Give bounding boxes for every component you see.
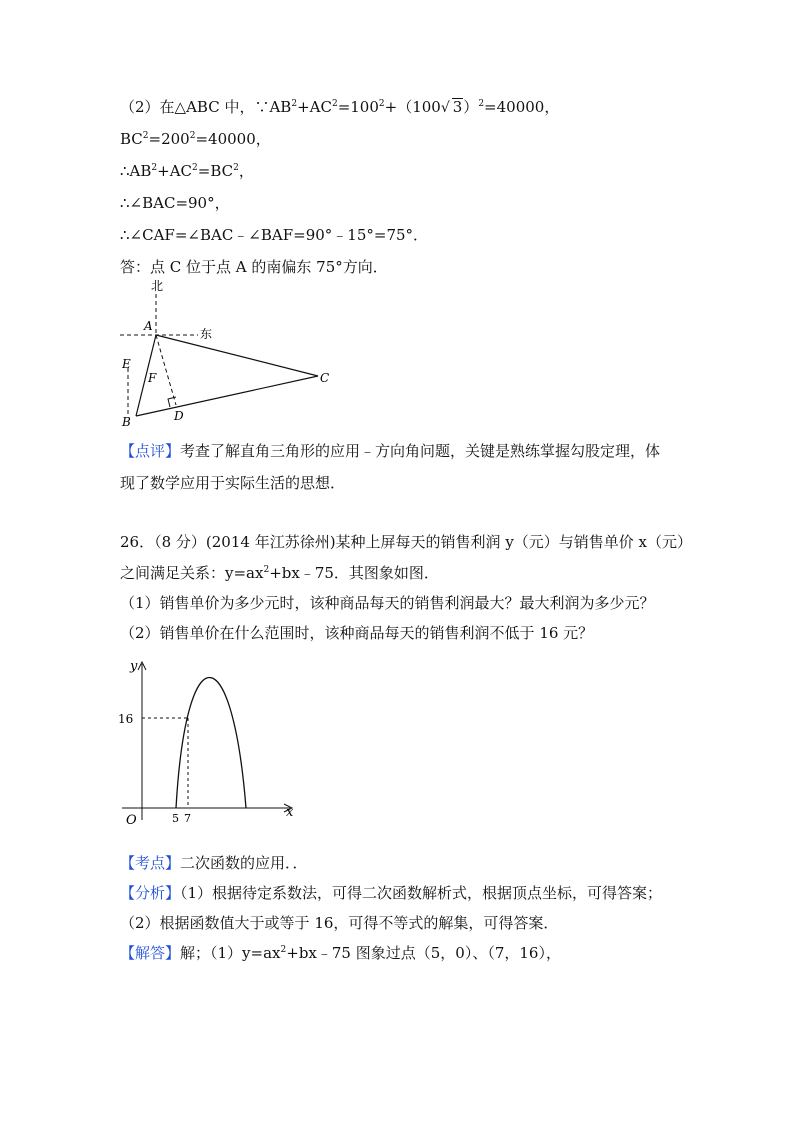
superscript: 2 [142, 131, 149, 141]
origin-label: O [126, 813, 137, 828]
jieda-tag: 【解答】 [120, 944, 181, 962]
sqrt-content: 3 [452, 98, 463, 116]
text-segment: +bx﹣75 图象过点（5，0）、（7，16）， [286, 944, 561, 962]
segment-AD [156, 335, 176, 405]
text-segment: 解；（1）y=ax [180, 944, 281, 962]
superscript: 2 [291, 99, 298, 109]
text-segment: +bx﹣75．其图象如图． [269, 564, 439, 582]
answer-line: 答：点 C 位于点 A 的南偏东 75°方向． [120, 258, 388, 276]
kaodian-text: 二次函数的应用．． [180, 854, 308, 872]
comment-tag: 【点评】 [120, 442, 181, 460]
kaodian-line [120, 852, 308, 874]
label-E: E [122, 357, 131, 371]
text-segment: =BC [197, 162, 234, 180]
y-axis-label: y [130, 659, 138, 674]
kaodian-tag: 【考点】 [120, 854, 181, 872]
tick-16: 16 [118, 712, 134, 726]
parabola-curve [176, 678, 246, 809]
superscript: 2 [478, 99, 485, 109]
tick-7: 7 [184, 812, 191, 825]
text-segment: =200 [148, 130, 190, 148]
superscript: 2 [263, 565, 270, 575]
tick-5: 5 [172, 812, 179, 825]
label-D: D [174, 409, 184, 423]
label-north: 北 [151, 280, 164, 293]
question-1: （1）销售单价为多少元时，该种商品每天的销售利润最大？最大利润为多少元？ [120, 594, 655, 612]
text-segment: +AC [297, 98, 332, 116]
superscript: 2 [280, 945, 287, 955]
superscript: 2 [378, 99, 385, 109]
sqrt-sign: √ [440, 100, 450, 116]
label-east: 东 [200, 327, 213, 341]
jieda-line [120, 942, 561, 964]
right-angle-mark [168, 397, 176, 407]
text-segment: +（100 [384, 98, 441, 116]
comment-line-1 [120, 440, 660, 462]
solution-line-5: ∴∠CAF=∠BAC﹣∠BAF=90°﹣15°=75°． [120, 226, 429, 244]
superscript: 2 [331, 99, 338, 109]
segment-BC [136, 376, 318, 416]
fenxi-line-2: （2）根据函数值大于或等于 16，可得不等式的解集，可得答案． [120, 914, 559, 932]
text-segment: 之间满足关系：y=ax [120, 564, 264, 582]
parabola-graph [112, 652, 312, 832]
superscript: 2 [233, 163, 239, 173]
text-segment: +AC [157, 162, 193, 180]
text-segment: =40000， [195, 130, 271, 148]
fenxi-text: （1）根据待定系数法，可得二次函数解析式，根据顶点坐标，可得答案； [180, 884, 663, 902]
problem-line-2 [120, 562, 439, 584]
problem-line-1: 26．（8 分）(2014 年江苏徐州)某种上屏每天的销售利润 y（元）与销售单价 x（元） [120, 533, 693, 551]
label-A: A [144, 319, 153, 333]
text-segment: BC [120, 130, 143, 148]
x-axis-label: x [286, 805, 294, 820]
label-F: F [148, 371, 157, 385]
direction-diagram [108, 280, 348, 430]
question-2: （2）销售单价在什么范围时，该种商品每天的销售利润不低于 16 元？ [120, 624, 594, 642]
solution-line-2 [120, 128, 271, 150]
text-segment: ， [238, 162, 254, 180]
text-segment: =40000， [484, 98, 560, 116]
text-segment: ∴AB [120, 162, 152, 180]
text-segment: =100 [337, 98, 379, 116]
label-B: B [122, 415, 131, 429]
text-segment: （2）在△ABC 中，∵AB [120, 98, 292, 116]
solution-line-4: ∴∠BAC=90°， [120, 194, 230, 212]
solution-line-1 [120, 96, 559, 119]
comment-line-2: 现了数学应用于实际生活的思想． [120, 474, 346, 492]
fenxi-line-1 [120, 882, 662, 904]
superscript: 2 [192, 163, 198, 173]
text-segment: ） [463, 98, 479, 116]
segment-AC [156, 335, 318, 376]
label-C: C [320, 371, 330, 385]
fenxi-tag: 【分析】 [120, 884, 181, 902]
solution-line-3 [120, 160, 254, 182]
superscript: 2 [151, 163, 158, 173]
superscript: 2 [189, 131, 196, 141]
comment-text: 考查了解直角三角形的应用﹣方向角问题，关键是熟练掌握勾股定理，体 [180, 442, 661, 460]
